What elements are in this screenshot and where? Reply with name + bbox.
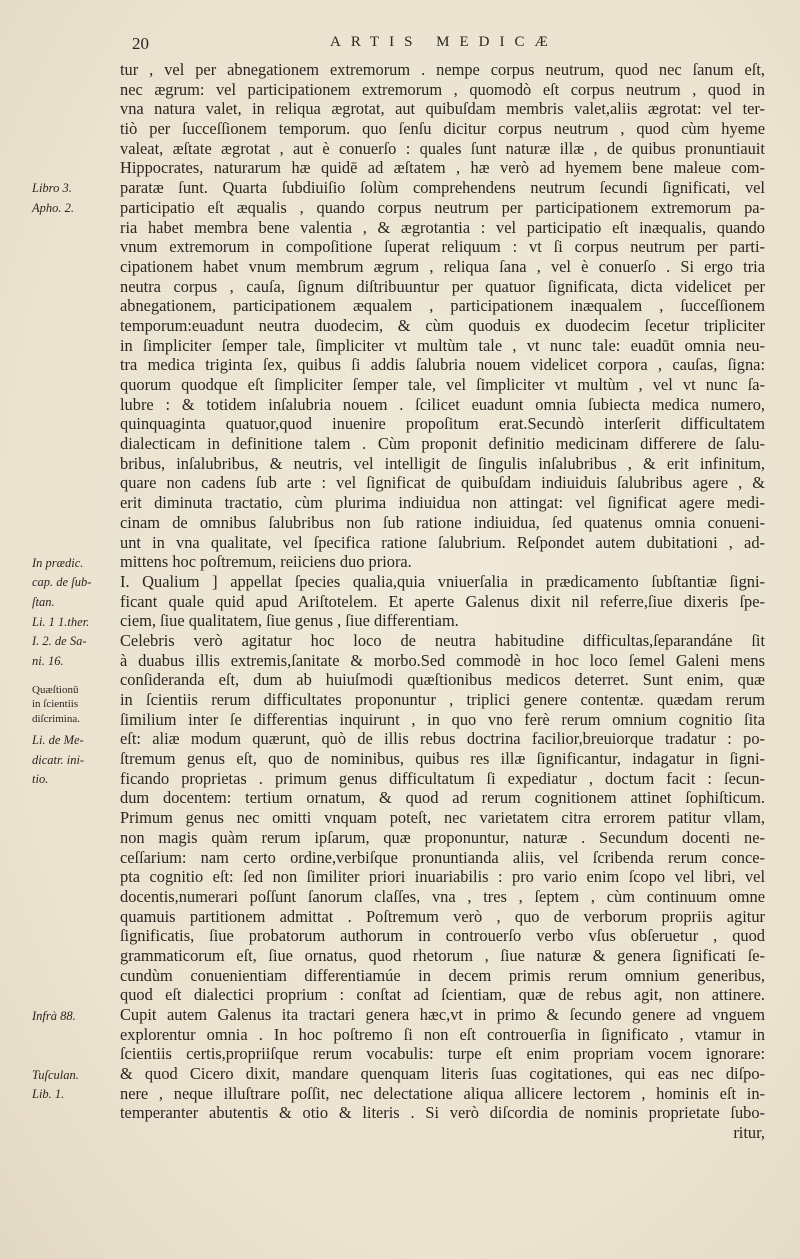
text-line: ritur, [733, 1123, 765, 1143]
text-line: nec ægrum: vel participationem extremorum , quomodò eſt corpus neutrum , quod in [120, 79, 765, 99]
text-line: in ſimpliciter ſemper tale, ſimpliciter vt multùm tale , vt nunc tale: euadūt omnia neu- [120, 335, 765, 355]
text-line: ria habet membra bene valentia , & ægrotantia : vel participatio eſt inæqualis, quando [120, 217, 765, 237]
text-line: Celebris verò agitatur hoc loco de neutra habitudine difficultas,ſeparandáne ſit [120, 630, 765, 650]
margin-note: diſcrimina. [32, 713, 80, 726]
text-line: I. Qualium ] appellat ſpecies qualia,quia vniuerſalia in prædicamento ſubſtantiæ ſigni- [120, 571, 765, 591]
text-line: ſcientiis certis,propriiſque rerum vocabulis: turpe eſt enim propriam vocem ignorare: [120, 1044, 765, 1064]
text-line: à duabus illis extremis,ſanitate & morbo.Sed commodè in hoc loco ſemel Galeni mens [120, 650, 765, 670]
text-line: quinquaginta quatuor,quod inuenire propoſitum erat.Secundò interſerit difficultatem [120, 414, 765, 434]
text-line: explorentur omnia . In hoc poſtremo ſi non eſt controuerſia in ſignificato , vtamur in [120, 1024, 765, 1044]
margin-note: Li. de Me- [32, 732, 84, 747]
text-line: eſt: aliæ modum quærunt, quò de illis rebus doctrina facilior,breuiorque tradatur : po- [120, 729, 765, 749]
text-line: Primum genus nec omitti vnquam poteſt, nec varietatem citra errorem patitur vllam, [120, 808, 765, 828]
text-line: tiò per ſucceſſionem temporum. quo ſenſu dicitur corpus neutrum , quod cùm hyeme [120, 119, 765, 139]
text-line: Cupit autem Galenus ita tractari genera hæc,vt in primo & ſecundo genere ad vnguem [120, 1005, 765, 1024]
margin-note: cap. de ſub- [32, 575, 92, 590]
margin-note: Tuſculan. [32, 1067, 79, 1082]
text-line: ſimilium inter ſe differentias inquirunt , in quo vno ferè rerum omnium cognitio ſita [120, 709, 765, 729]
text-line: quamuis partitionem admittat . Poſtremum verò , quo de verborum propriis agitur [120, 906, 765, 926]
text-line: valeat, æſtate ægrotat , aut è conuerſo : quales ſunt naturæ illæ , de quibus pronuntiauit [120, 138, 765, 158]
text-line: in ſcientiis rerum difficultates proponuntur , triplici genere contentæ. quædam rerum [120, 690, 765, 709]
text-line: lubre : & totidem inſalubria nouem . ſcilicet euadunt omnia ſubiecta medica numero, [120, 394, 765, 414]
text-line: participatio eſt æqualis , quando corpus neutrum per participationem extremorum pa- [120, 197, 765, 217]
text-line: quorum quodque eſt ſimpliciter ſemper tale, vel ſimpliciter vt multùm , vel vt nunc ſa- [120, 375, 765, 394]
text-line: dialecticam in definitione talem . Cùm proponit definitio medicinam differere de ſalu- [120, 434, 765, 454]
margin-note: in ſcientiis [32, 698, 79, 711]
margin-note: Libro 3. [32, 181, 72, 196]
text-line: docentis,numerari poſſunt ſanorum claſſes, vna , tres , ſeptem , cùm continuum omne [120, 886, 765, 906]
text-line: neutra corpus , cauſa, ſignum diſtribuuntur per quatuor ſignificata, dicta videlicet per [120, 276, 765, 296]
text-line: pta cognitio eſt: ſed non ſimiliter priori inuariabilis : pro vario enim ſcopo vel libri, vel [120, 867, 765, 887]
running-title: ARTIS MEDICÆ [330, 34, 558, 50]
text-line: mittens hoc poſtremum, reiiciens duo priora. [120, 552, 412, 572]
margin-note: Infrà 88. [32, 1008, 76, 1023]
text-line: cipationem habet vnum membrum ægrum , reliqua ſana , vel è conuerſo . Si ergo tria [120, 256, 765, 276]
text-line: vna natura valet, in reliqua ægrotat, aut quibuſdam membris valet,aliis ægrotat: vel ter- [120, 99, 765, 119]
margin-note: I. 2. de Sa- [32, 634, 87, 649]
text-line: erit diminuta tractatio, cùm plurima indiuidua non attingat: vel ſignificat agere medi- [120, 493, 765, 513]
margin-notes [0, 0, 118, 1259]
body-text [120, 60, 765, 1143]
margin-note: Lib. 1. [32, 1087, 65, 1102]
text-line: grammaticorum eſt, ſiue ornatus, quod rhetorum , ſiue naturæ & genera ſignificati ſe- [120, 945, 765, 965]
text-line: ſtremum genus eſt, quo de nominibus, quibus res illæ ſignificantur, indagatur in ſigni- [120, 749, 765, 769]
text-line: ficando proprietas . primum genus difficultatum ſi expediatur , doctum facit : ſecun- [120, 768, 765, 788]
margin-note: In prædic. [32, 555, 84, 570]
text-line: abnegationem, participationem æqualem , participationem inæqualem , ſucceſſionem [120, 296, 765, 316]
margin-note: ni. 16. [32, 654, 64, 668]
text-line: cinam de omnibus ſalubribus non ſub ratione indiuidua, ſed quatenus omnia conueni- [120, 512, 765, 532]
margin-note: ſtan. [32, 594, 55, 609]
margin-note: Quæſtionū [32, 683, 79, 696]
page-header [0, 32, 800, 58]
text-line: bribus, inſalubribus, & neutris, vel intelligit de ſingulis inſalubribus , & erit infinitum, [120, 453, 765, 473]
text-line: Hippocrates, naturarum hæ quidē ad æſtatem , hæ verò ad hyemem bene maleue com- [120, 158, 765, 178]
margin-note: tio. [32, 772, 49, 787]
text-line: tra medica triginta ſex, quibus ſi addis ſalubria nouem videlicet corpora , cauſas, ſigna: [120, 355, 765, 375]
text-line: temperanter abutentis & otio & literis . Si verò diſcordia de nominis proprietate ſubo- [120, 1103, 765, 1123]
text-line: ficant quale quid apud Ariſtotelem. Et aperte Galenus dixit nil referre,ſiue dixeris ſpe- [120, 591, 765, 611]
text-line: ſignificatis, ſiue probatorum authorum in controuerſo verbo vſus obſeruetur , quod [120, 926, 765, 946]
text-line: nere , neque illuſtrare poſſit, nec delectatione aliqua allicere lectorem , hominis eſt in- [120, 1083, 765, 1103]
text-line: quod eſt dialectici proprium : conſtat ad ſcientiam, quæ de rebus agit, non attinere. [120, 985, 765, 1005]
margin-note: Li. 1 1.ther. [32, 614, 90, 629]
text-line: & quod Cicero dixit, mandare quenquam literis ſuas cogitationes, qui eas nec diſpo- [120, 1064, 765, 1084]
margin-note: Apho. 2. [32, 200, 75, 215]
text-line: ceſſarium: nam certo ordine,verbiſque pronuntianda aliis, vel ſcribenda rerum conce- [120, 847, 765, 867]
text-line: temporum:euadunt neutra duodecim, & cùm quoduis ex duodecim ſecetur tripliciter [120, 315, 765, 335]
text-line: quare non cadens ſub arte : vel ſignificat de quibuſdam indiuiduis ſalubribus agere , & [120, 473, 765, 493]
text-line: unt in vna qualitate, vel ſpecifica ratione ſalubrium. Reſpondet autem dubitationi , ad- [120, 532, 765, 552]
text-line: non magis quàm rerum ipſarum, quæ proponuntur, naturæ . Secundum docenti ne- [120, 827, 765, 847]
text-line: ciem, ſiue qualitatem, ſiue genus , ſiue differentiam. [120, 611, 459, 631]
page-number: 20 [132, 34, 149, 53]
text-line: paratæ ſunt. Quarta ſubdiuiſio ſolùm comprehendens neutrum ſecundi ſignificati, vel [120, 178, 765, 198]
text-line: tur , vel per abnegationem extremorum . nempe corpus neutrum, quod nec ſanum eſt, [120, 60, 765, 79]
text-line: vnum extremorum in compoſitione ſuperat reliquum : vt ſi corpus neutrum per parti- [120, 237, 765, 257]
margin-note: dicatr. ini- [32, 752, 85, 767]
text-line: cundùm conuenientiam differentiamúe in decem primis rerum omnium generibus, [120, 965, 765, 985]
text-line: conſideranda eſt, dum ab huiuſmodi quæſtionibus medicos deterret. Sunt enim, quæ [120, 670, 765, 690]
text-line: dum docentem: tertium ornatum, & quod ad rerum cognitionem attinet ſophiſticum. [120, 788, 765, 808]
